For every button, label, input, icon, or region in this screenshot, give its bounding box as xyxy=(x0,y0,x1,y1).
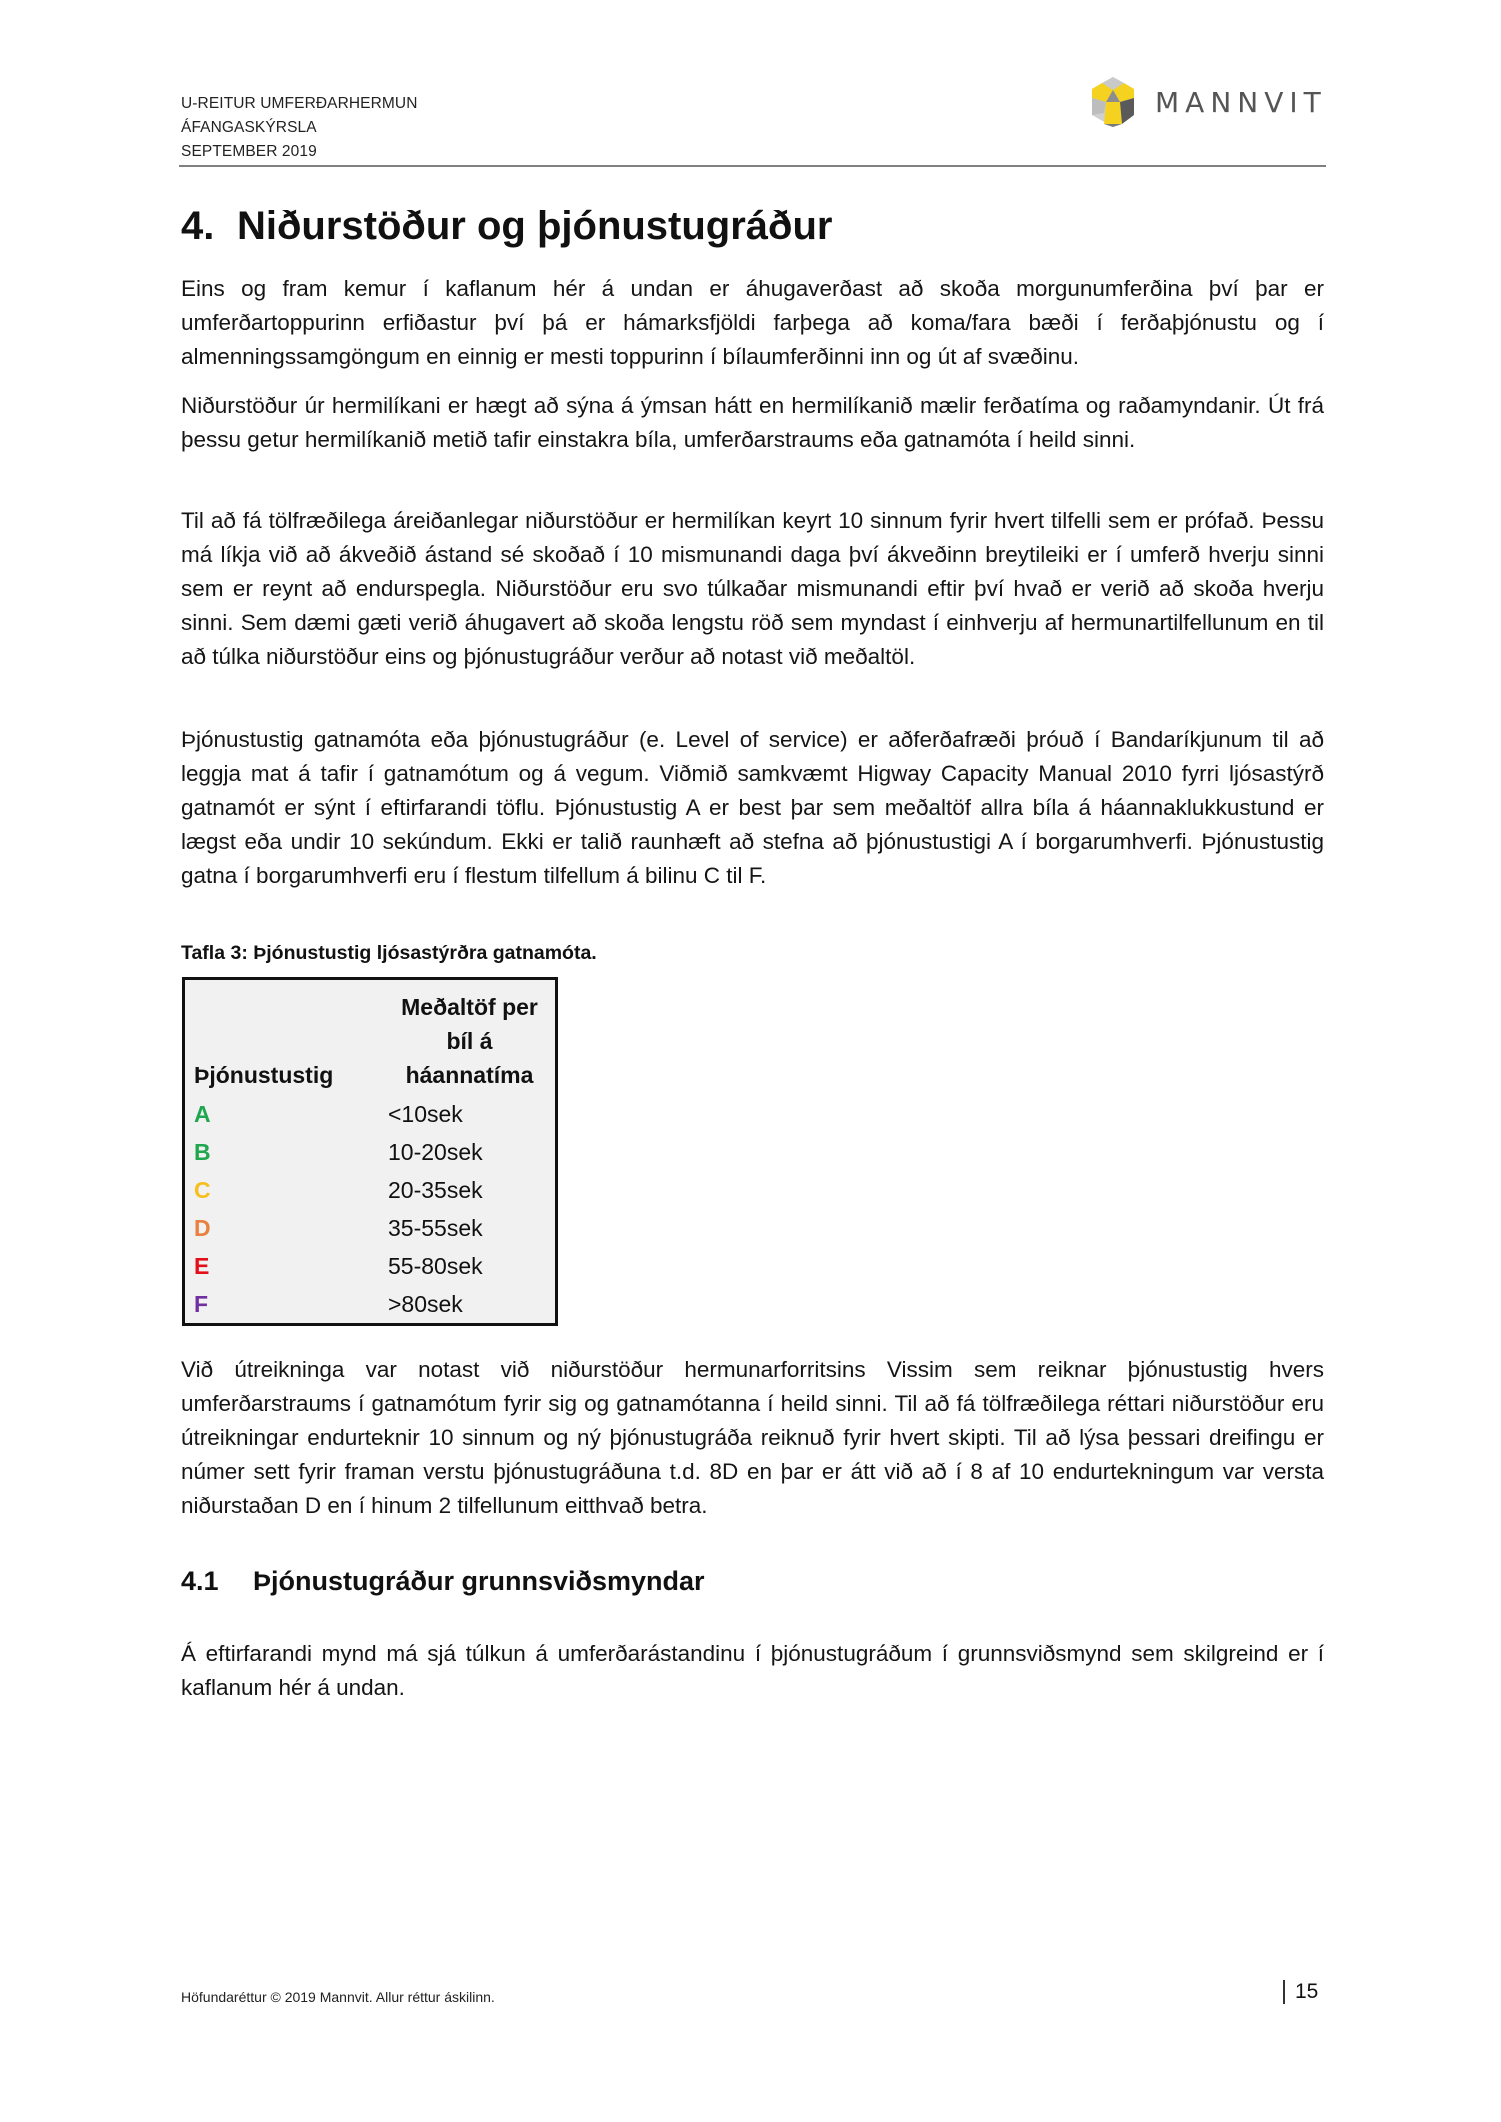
header-project-title: U-REITUR UMFERÐARHERMUN xyxy=(181,95,418,112)
section-number: 4. xyxy=(181,204,215,248)
column-header-delay-line: Meðaltöf per xyxy=(401,994,538,1020)
paragraph-calculation-method: Við útreikninga var notast við niðurstöður hermunarforritsins Vissim sem reiknar þjónustustig hvers umferðarstraums í gatnamótum fyrir sig og gatnamótanna í heild sinni. Til að fá tölfræðilega réttari niðurstöður eru útreikningar endurteknir 10 sinnum og ný þjónustugráða reiknuð fyrir hvert skipti. Til að lýsa þessari dreifingu er númer sett fyrir framan verstu þjónustugráðuna t.d. 8D en þar er átt við að í 8 af 10 endurtekningum var versta niðurstaðan D en í hinum 2 tilfellunum eitthvað betra. xyxy=(181,1357,1324,1518)
running-header xyxy=(181,92,418,164)
header-date: SEPTEMBER 2019 xyxy=(181,143,317,160)
table-header-row xyxy=(184,979,557,1096)
paragraph-figure-intro: Á eftirfarandi mynd má sjá túlkun á umferðarástandinu í þjónustugráðum í grunnsviðsmynd sem skilgreind er í kaflanum hér á undan. xyxy=(181,1641,1324,1700)
table-caption: Tafla 3: Þjónustustig ljósastýrðra gatnamóta. xyxy=(181,942,597,964)
page-number: 15 xyxy=(1283,1980,1318,2004)
mannvit-hexagon-logo-icon xyxy=(1089,76,1137,128)
subsection-heading xyxy=(181,1566,705,1597)
level-letter: E xyxy=(194,1253,210,1279)
level-letter: F xyxy=(194,1291,209,1317)
delay-range: 10-20sek xyxy=(388,1139,483,1165)
section-title: Niðurstöður og þjónustugráður xyxy=(237,204,833,248)
level-letter: B xyxy=(194,1139,211,1165)
column-header-level: Þjónustustig xyxy=(194,1062,334,1088)
level-letter: C xyxy=(194,1177,211,1203)
delay-range: 20-35sek xyxy=(388,1177,483,1203)
section-heading xyxy=(181,200,833,252)
delay-range: 55-80sek xyxy=(388,1253,483,1279)
table-row xyxy=(184,1285,557,1325)
subsection-title: Þjónustugráður grunnsviðsmyndar xyxy=(253,1566,705,1596)
header-report-type: ÁFANGASKÝRSLA xyxy=(181,119,317,136)
paragraph-model-results: Niðurstöður úr hermilíkani er hægt að sýna á ýmsan hátt en hermilíkanið mælir ferðatíma og raðamyndanir. Út frá þessu getur hermilíkanið metið tafir einstakra bíla, umferðarstraums eða gatnamóta í heild sinni. xyxy=(181,393,1324,452)
column-header-delay-line: bíl á xyxy=(446,1028,493,1054)
delay-range: 35-55sek xyxy=(388,1215,483,1241)
table-row xyxy=(184,1133,557,1171)
column-header-delay xyxy=(384,979,557,1096)
table-row xyxy=(184,1209,557,1247)
paragraph-level-of-service: Þjónustustig gatnamóta eða þjónustugráður (e. Level of service) er aðferðafræði þróuð í Bandaríkjunum til að leggja mat á tafir í gatnamótum og á vegum. Viðmið samkvæmt Higway Capacity Manual 2010 fyrri ljósastýrð gatnamót er sýnt í eftirfarandi töflu. Þjónustustig A er best þar sem meðaltöf allra bíla á háannaklukkustund er lægst eða undir 10 sekúndum. Ekki er talið raunhæft að stefna að þjónustustigi A í borgarumhverfi. Þjónustustig gatna í borgarumhverfi eru í flestum tilfellum á bilinu C til F. xyxy=(181,727,1324,888)
level-of-service-table xyxy=(182,977,558,1326)
table-row xyxy=(184,1095,557,1133)
paragraph-statistics: Til að fá tölfræðilega áreiðanlegar niðurstöður er hermilíkan keyrt 10 sinnum fyrir hvert tilfelli sem er prófað. Þessu má líkja við að ákveðið ástand sé skoðað í 10 mismunandi daga því ákveðinn breytileiki er í umferð hverju sinni sem er reynt að endurspegla. Niðurstöður eru svo túlkaðar mismunandi eftir því hvað er verið að skoða hverju sinni. Sem dæmi gæti verið áhugavert að skoða lengstu röð sem myndast í einhverju af hermunartilfellunum en til að túlka niðurstöður eins og þjónustugráður verður að notast við meðaltöl. xyxy=(181,508,1324,669)
delay-range: >80sek xyxy=(388,1291,463,1317)
header-divider xyxy=(179,165,1326,167)
subsection-number: 4.1 xyxy=(181,1566,219,1596)
logo-wordmark: MANNVIT xyxy=(1155,85,1327,119)
paragraph-intro: Eins og fram kemur í kaflanum hér á undan er áhugaverðast að skoða morgunumferðina því þar er umferðartoppurinn erfiðastur því þá er hámarksfjöldi farþega að koma/fara bæði í ferðaþjónustu og í almenningssamgöngum en einnig er mesti toppurinn í bílaumferðinni inn og út af svæðinu. xyxy=(181,276,1324,369)
table-row xyxy=(184,1171,557,1209)
mannvit-logo xyxy=(1089,76,1327,128)
column-header-delay-line: háannatíma xyxy=(405,1062,534,1088)
footer-copyright: Höfundaréttur © 2019 Mannvit. Allur réttur áskilinn. xyxy=(181,1989,495,2005)
level-letter: D xyxy=(194,1215,211,1241)
delay-range: <10sek xyxy=(388,1101,463,1127)
level-letter: A xyxy=(194,1101,211,1127)
table-row xyxy=(184,1247,557,1285)
